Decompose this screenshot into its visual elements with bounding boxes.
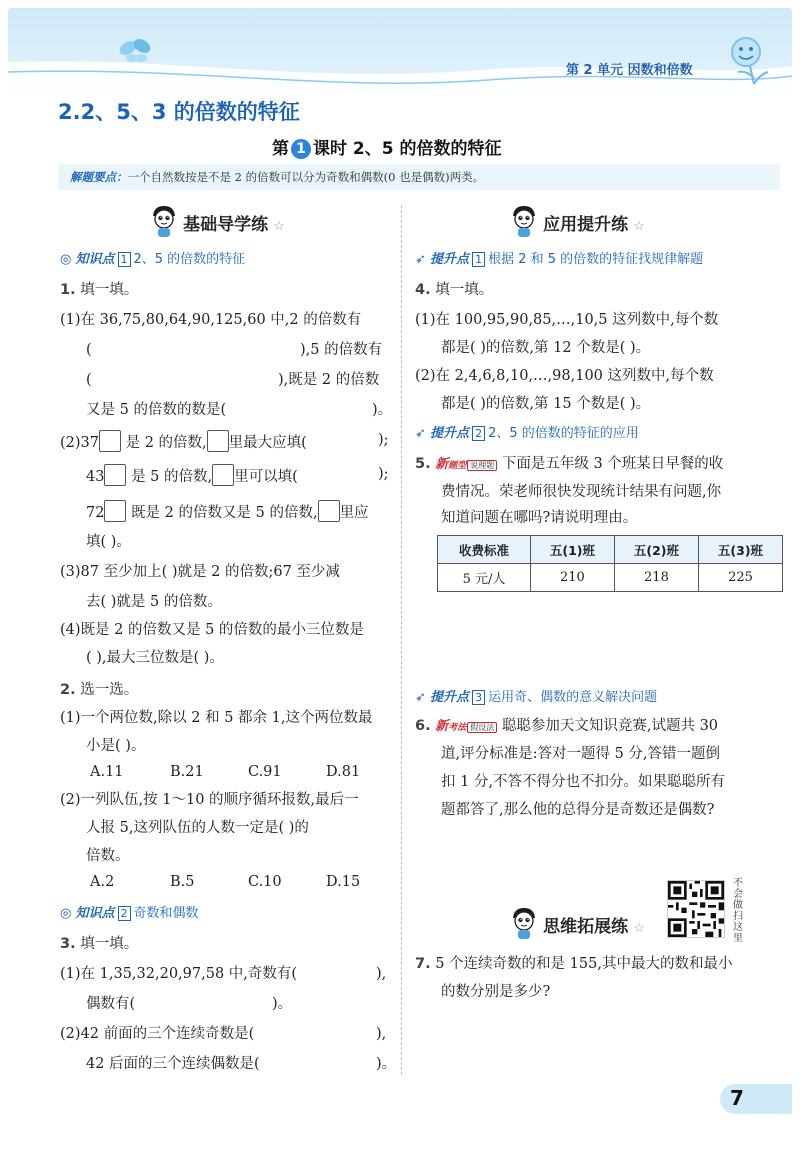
section-title-applied: 应用提升练 (543, 215, 629, 235)
section-title-extension: 思维拓展练 (543, 917, 629, 937)
q7-number: 7. (415, 956, 431, 972)
star-icon: ☆ (633, 219, 645, 234)
q3-line: ), (376, 1026, 387, 1042)
ip-number: 3 (472, 690, 485, 705)
lesson-number-badge: 1 (291, 139, 311, 159)
q2-line: 倍数。 (86, 848, 130, 864)
improve-point-1 (415, 248, 703, 267)
q5-text: 下面是五年级 3 个班某日早餐的收 (501, 456, 724, 472)
table-header-cell: 五(1)班 (530, 536, 614, 564)
kp-text: 奇数和偶数 (133, 906, 199, 921)
ip-label: 提升点 (430, 690, 470, 705)
badge-tag: 说理题 (467, 460, 497, 471)
q1-line: 填( )。 (86, 534, 131, 550)
new-exam-method-badge (435, 719, 497, 734)
q3-line: (1)在 1,35,32,20,97,58 中,奇数有( (60, 966, 298, 982)
ip-number: 2 (472, 426, 485, 441)
q1-line: (1)在 36,75,80,64,90,125,60 中,2 的倍数有 (60, 312, 362, 328)
q6-text: 聪聪参加天文知识竞赛,试题共 30 (501, 718, 719, 734)
rocket-icon: ➶ (415, 690, 426, 705)
q1-number: 1. (60, 282, 76, 298)
q5-number: 5. (415, 456, 431, 472)
badge-type: 题型 (448, 461, 467, 471)
text: 里可以填( (234, 469, 298, 485)
table-cell: 5 元/人 (438, 564, 531, 592)
digit-box[interactable] (104, 464, 126, 486)
mascot-icon (510, 906, 538, 940)
tip-text: 一个自然数按是不是 2 的倍数可以分为奇数和偶数(0 也是偶数)两类。 (127, 170, 485, 184)
star-icon: ☆ (273, 219, 285, 234)
q1-title (60, 280, 138, 300)
q4-title (415, 280, 493, 300)
q5-line: 费情况。荣老师很快发现统计结果有问题,你 (441, 484, 722, 500)
q1-line: ),5 的倍数有 (300, 342, 383, 358)
q6-line: 题都答了,那么他的总得分是奇数还是偶数? (441, 802, 715, 818)
q3-number: 3. (60, 936, 76, 952)
lesson-prefix: 第 (272, 139, 289, 159)
star-icon: ☆ (633, 921, 645, 936)
q3-title (60, 934, 138, 954)
rocket-icon: ➶ (415, 252, 426, 267)
q5-line: 知道问题在哪吗?请说明理由。 (441, 510, 638, 526)
text: (2)37 (60, 435, 99, 451)
badge-type: 考法 (448, 723, 467, 733)
q3-line: ), (376, 966, 387, 982)
target-icon: ◎ (60, 252, 72, 267)
section-title-basic: 基础导学练 (183, 215, 269, 235)
table-header-cell: 收费标准 (438, 536, 531, 564)
q2-option: D.81 (326, 764, 361, 780)
q1-part2-row3 (86, 500, 369, 523)
q3-line: 偶数有( (86, 996, 136, 1012)
q3-line: 42 后面的三个连续偶数是( (86, 1056, 260, 1072)
right-section-header-2 (510, 906, 645, 940)
page-number: 7 (730, 1086, 744, 1110)
q2-line: (2)一列队伍,按 1～10 的顺序循环报数,最后一 (60, 792, 359, 808)
new-question-type-badge (435, 457, 497, 472)
tip-box (58, 164, 780, 190)
q7-row1 (415, 954, 732, 974)
q2-title (60, 680, 138, 700)
ip-label: 提升点 (430, 252, 470, 267)
digit-box[interactable] (212, 464, 234, 486)
q1-line: 又是 5 的倍数的数是( (86, 402, 227, 418)
mascot-icon (510, 204, 538, 238)
q6-line: 道,评分标准是:答对一题得 5 分,答错一题倒 (441, 746, 721, 762)
q1-line: (4)既是 2 的倍数又是 5 的倍数的最小三位数是 (60, 622, 364, 638)
table-cell: 225 (698, 564, 782, 592)
q4-number: 4. (415, 282, 431, 298)
q1-line: )。 (372, 402, 393, 418)
q2-option: A.11 (90, 764, 124, 780)
q2-line: (1)一个两位数,除以 2 和 5 都余 1,这个两位数最 (60, 710, 373, 726)
digit-box[interactable] (318, 500, 340, 522)
improve-point-3 (415, 686, 657, 705)
q1-line: ),既是 2 的倍数 (278, 372, 380, 388)
q3-line: )。 (272, 996, 293, 1012)
q1-line: 去( )就是 5 的倍数。 (86, 594, 222, 610)
text: 72 (86, 505, 105, 521)
q2-option: A.2 (90, 874, 115, 890)
fee-table (437, 535, 783, 592)
kp-number: 1 (118, 252, 131, 267)
q2-line: 人报 5,这列队伍的人数一定是( )的 (86, 820, 309, 836)
qr-code[interactable] (667, 880, 725, 938)
text: 43 (86, 469, 105, 485)
q2-number: 2. (60, 682, 76, 698)
digit-box[interactable] (99, 430, 121, 452)
q3-prompt: 填一填。 (80, 936, 139, 952)
q1-line: ( ),最大三位数是( )。 (86, 650, 224, 666)
kp-label: 知识点 (75, 906, 115, 921)
q3-line: (2)42 前面的三个连续奇数是( (60, 1026, 255, 1042)
table-cell: 210 (530, 564, 614, 592)
q1-part2-row1 (60, 430, 307, 453)
table-row (438, 564, 783, 592)
q4-line: 都是( )的倍数,第 12 个数是( )。 (441, 340, 651, 356)
text: 是 2 的倍数, (125, 435, 207, 451)
q2-option: C.91 (248, 764, 282, 780)
q6-number: 6. (415, 718, 431, 734)
knowledge-point-2 (60, 902, 199, 921)
knowledge-point-1 (60, 248, 245, 267)
badge-new: 新 (435, 457, 449, 472)
q7-text: 5 个连续奇数的和是 155,其中最大的数和最小 (435, 956, 733, 972)
mascot-icon (150, 204, 178, 238)
ip-text: 2、5 的倍数的特征的应用 (488, 426, 639, 441)
q2-option: B.5 (170, 874, 195, 890)
digit-box[interactable] (207, 430, 229, 452)
kp-number: 2 (118, 906, 131, 921)
text: 里应 (339, 505, 369, 521)
unit-label: 第 2 单元 因数和倍数 (566, 63, 693, 78)
q2-line: 小是( )。 (86, 738, 146, 754)
q1-line: ); (378, 466, 389, 482)
badge-tag: 假设法 (467, 722, 497, 733)
q1-answer-open: ( (86, 372, 92, 388)
header-band (8, 8, 792, 94)
table-header-row (438, 536, 783, 564)
q4-line: (2)在 2,4,6,8,10,…,98,100 这列数中,每个数 (415, 368, 714, 384)
target-icon: ◎ (60, 906, 72, 921)
q1-prompt: 填一填。 (80, 282, 139, 298)
q1-line: ); (378, 432, 389, 448)
q1-line: (3)87 至少加上( )就是 2 的倍数;67 至少减 (60, 564, 340, 580)
q2-option: D.15 (326, 874, 361, 890)
ip-label: 提升点 (430, 426, 470, 441)
q1-answer-open: ( (86, 342, 92, 358)
right-section-header (510, 204, 645, 238)
q4-prompt: 填一填。 (435, 282, 494, 298)
qr-note: 不会做扫这里 (733, 878, 743, 944)
lesson-title (272, 134, 502, 159)
rocket-icon: ➶ (415, 426, 426, 441)
q5-row1 (415, 454, 723, 476)
q7-line: 的数分别是多少? (441, 984, 551, 1000)
text: 里最大应填( (228, 435, 307, 451)
table-header-cell: 五(2)班 (614, 536, 698, 564)
column-divider (401, 205, 402, 1075)
q4-line: 都是( )的倍数,第 15 个数是( )。 (441, 396, 651, 412)
header-decoration (8, 8, 792, 94)
q6-row1 (415, 716, 718, 738)
q2-option: B.21 (170, 764, 204, 780)
tip-key: 解题要点： (70, 170, 128, 184)
digit-box[interactable] (104, 500, 126, 522)
butterfly-icon (117, 36, 153, 62)
kp-text: 2、5 的倍数的特征 (133, 252, 246, 267)
ip-number: 1 (472, 252, 485, 267)
page-title: 2.2、5、3 的倍数的特征 (58, 100, 300, 124)
badge-new: 新 (435, 719, 449, 734)
left-section-header (150, 204, 285, 238)
table-header-cell: 五(3)班 (698, 536, 782, 564)
text: 是 5 的倍数, (131, 469, 213, 485)
q2-option: C.10 (248, 874, 282, 890)
q2-prompt: 选一选。 (80, 682, 139, 698)
table-cell: 218 (614, 564, 698, 592)
q6-line: 扣 1 分,不答不得分也不扣分。如果聪聪所有 (441, 774, 726, 790)
lesson-name: 课时 2、5 的倍数的特征 (313, 139, 502, 159)
q1-part2-row2 (86, 464, 298, 487)
q3-line: )。 (376, 1056, 397, 1072)
text: 既是 2 的倍数又是 5 的倍数, (131, 505, 318, 521)
kp-label: 知识点 (75, 252, 115, 267)
q4-line: (1)在 100,95,90,85,…,10,5 这列数中,每个数 (415, 312, 719, 328)
ip-text: 根据 2 和 5 的倍数的特征找规律解题 (488, 252, 704, 267)
improve-point-2 (415, 422, 639, 441)
qr-code-icon (668, 881, 724, 937)
ip-text: 运用奇、偶数的意义解决问题 (488, 690, 658, 705)
